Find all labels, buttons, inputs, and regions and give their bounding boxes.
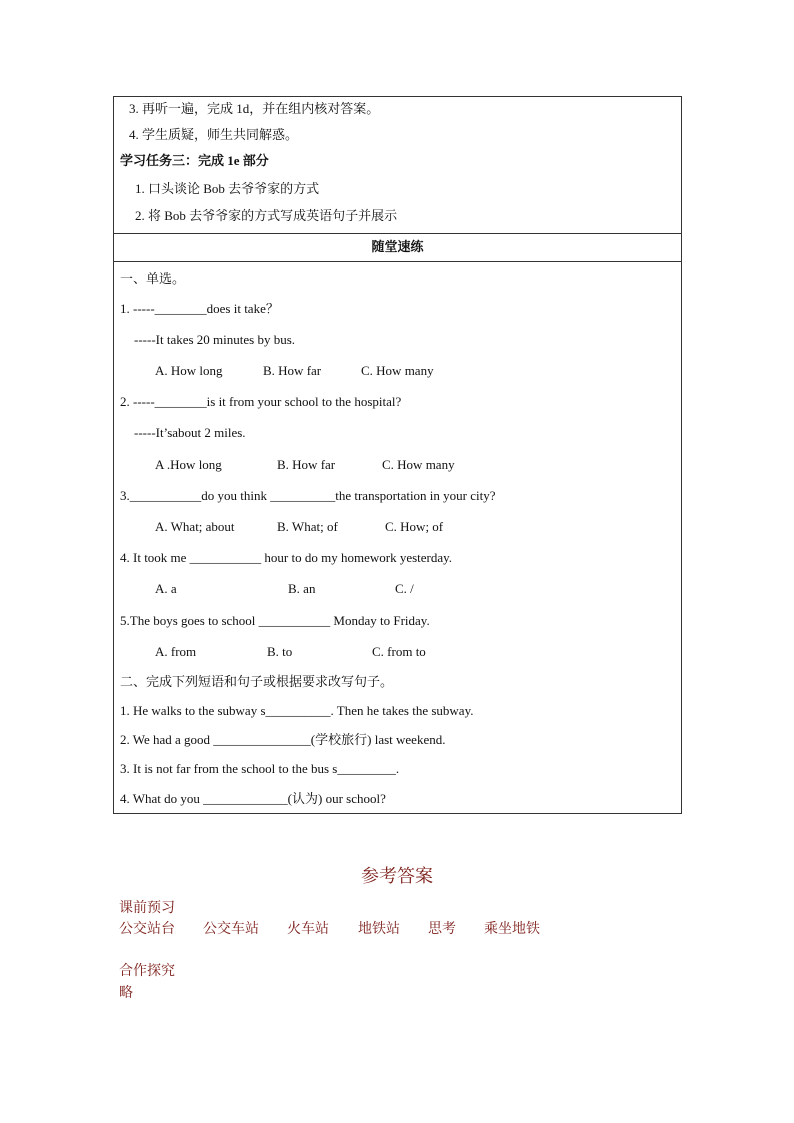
answer-item: 思考 [428,921,456,937]
q1-option-a: A. How long [155,363,223,378]
q3-option-a: A. What; about [155,519,235,534]
answer-item: 公交站台 [119,921,175,937]
answer-item: 地铁站 [358,921,400,937]
practice-header: 随堂速练 [371,239,424,254]
task3-title: 学习任务三：完成 1e 部分 [120,153,269,168]
q1-reply: -----It takes 20 minutes by bus. [134,332,296,347]
answer-item: 公交车站 [203,921,259,937]
answer-explore-text: 略 [119,985,133,1001]
answer-preview-items [119,918,679,938]
q1-question: 1. -----________does it take？ [120,301,279,316]
worksheet-table [113,96,682,814]
answer-section-preview: 课前预习 [119,900,175,916]
answer-title: 参考答案 [361,866,433,887]
q1-option-b: B. How far [263,363,322,378]
step-4: 4. 学生质疑，师生共同解惑。 [129,127,299,142]
task3-item-1: 1. 口头谈论 Bob 去爷爷家的方式 [135,181,320,196]
part2-item-4: 4. What do you _____________(认为) our school? [120,791,386,806]
answer-item: 火车站 [287,921,329,937]
q4-option-a: A. a [155,581,177,596]
q3-option-b: B. What; of [277,519,338,534]
part2-item-1: 1. He walks to the subway s__________. Then he takes the subway. [120,703,474,718]
answer-item: 乘坐地铁 [484,921,540,937]
exercise-section [114,262,681,813]
q5-option-c: C. from to [372,644,426,659]
q4-option-c: C. / [395,581,414,596]
answer-section-explore: 合作探究 [119,963,175,979]
q5-option-a: A. from [155,644,197,659]
q2-option-b: B. How far [277,457,336,472]
task-section [114,97,681,234]
part2-heading: 二、完成下列短语和句子或根据要求改写句子。 [120,674,394,689]
task3-item-2: 2. 将 Bob 去爷爷家的方式写成英语句子并展示 [135,208,398,223]
q4-option-b: B. an [288,581,316,596]
q4-question: 4. It took me ___________ hour to do my homework yesterday. [120,550,453,565]
part2-item-3: 3. It is not far from the school to the bus s_________. [120,761,400,776]
part2-item-2: 2. We had a good _______________(学校旅行) last weekend. [120,732,446,747]
practice-header-row [114,234,681,262]
q2-option-c: C. How many [382,457,455,472]
q5-question: 5.The boys goes to school ___________ Monday to Friday. [120,613,430,628]
part1-heading: 一、单选。 [120,271,186,286]
q3-option-c: C. How; of [385,519,444,534]
q5-option-b: B. to [267,644,293,659]
q3-question: 3.___________do you think __________the transportation in your city? [120,488,496,503]
q1-option-c: C. How many [361,363,434,378]
step-3: 3. 再听一遍，完成 1d，并在组内核对答案。 [129,101,380,116]
q2-reply: -----It’sabout 2 miles. [134,425,246,440]
q2-question: 2. -----________is it from your school to the hospital? [120,394,402,409]
q2-option-a: A .How long [155,457,222,472]
